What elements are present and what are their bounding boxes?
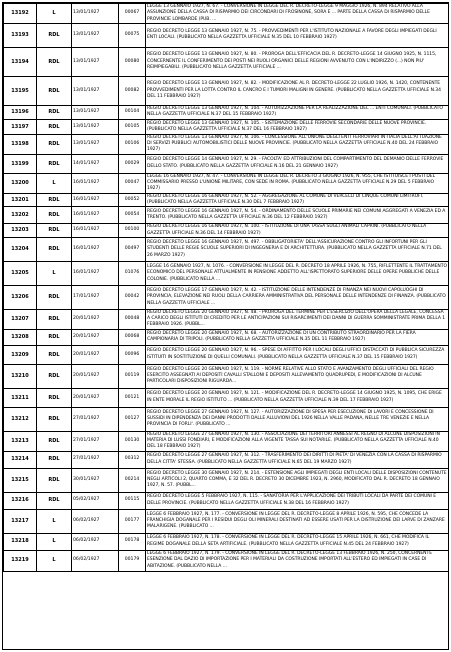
table-row <box>4 193 449 207</box>
record-id-cell: 13208 <box>4 329 37 345</box>
record-id-cell: 13203 <box>4 224 37 238</box>
act-type-cell: RDL <box>37 309 72 329</box>
table-row <box>4 388 449 407</box>
act-number-cell: 00075 <box>119 23 146 47</box>
record-id-cell: 13211 <box>4 388 37 407</box>
act-type-cell: RDL <box>37 134 72 154</box>
act-date-cell: 20/01/1927 <box>72 388 119 407</box>
act-date-cell: 20/01/1927 <box>72 329 119 345</box>
record-id-cell: 13215 <box>4 468 37 492</box>
record-id-cell: 13212 <box>4 407 37 431</box>
act-date-cell: 13/01/1927 <box>72 134 119 154</box>
act-description-cell: REGIO DECRETO LEGGE 16 GENNAIO 1927, N. 497. - OBBLIGATORIETA' DELL'ASSICURAZIONE CONTRO GLI INFORTUNI PER GLI STUDENTI DELLE REGIE SCUOLE SUPERIORI DI INGEGNERIA E DI ARCHITETTURA. (PUBBLICATO NELLA GAZZETTA UFFICIALE N.71 DEL 26 MARZO 1927) <box>146 237 449 261</box>
act-type-cell: RDL <box>37 23 72 47</box>
table-row <box>4 468 449 492</box>
act-type-cell: RDL <box>37 193 72 207</box>
act-date-cell: 13/01/1927 <box>72 4 119 24</box>
act-date-cell: 16/01/1927 <box>72 237 119 261</box>
table-row <box>4 364 449 388</box>
act-number-cell: 00105 <box>119 119 146 134</box>
act-date-cell: 20/01/1927 <box>72 345 119 364</box>
act-date-cell: 13/01/1927 <box>72 76 119 105</box>
act-date-cell: 06/02/1927 <box>72 509 119 533</box>
record-id-cell: 13214 <box>4 451 37 468</box>
act-date-cell: 27/01/1927 <box>72 451 119 468</box>
table-row <box>4 224 449 238</box>
act-date-cell: 17/01/1927 <box>72 285 119 309</box>
act-date-cell: 20/01/1927 <box>72 309 119 329</box>
act-date-cell: 13/01/1927 <box>72 47 119 76</box>
act-description-cell: REGIO DECRETO LEGGE 27 GENNAIO 1927, N. 312. - TRASFERIMENTO DEI DIRITTI DI PIETA' DI VENEZIA CON LA CASSA DI RISPARMIO DELLA CITTA' STESSA. (PUBBLICATO NELLA GAZZETTA UFFICIALE N.65 DEL 19 MARZO 1927) <box>146 451 449 468</box>
record-id-cell: 13194 <box>4 47 37 76</box>
act-number-cell: 00052 <box>119 193 146 207</box>
act-date-cell: 05/02/1927 <box>72 492 119 509</box>
act-type-cell: L <box>37 550 72 571</box>
table-row <box>4 285 449 309</box>
table-row <box>4 451 449 468</box>
act-number-cell: 00177 <box>119 509 146 533</box>
act-description-cell: LEGGE 16 GENNAIO 1927, N. 1076. - CONVERSIONE IN LEGGE DEL R. DECRETO 18 APRILE 1926, N. 755, RIFLETTENTE IL TRATTAMENTO ECONOMICO DEL PERSONALE ATTUALMENTE IN PENSIONE ADDETTO ALL'ISPETTORATO SUPERIORE DELLE OPERE PUBBLICHE DELLE COLONIE. (PUBBLICATO NELLA ... <box>146 261 449 285</box>
act-number-cell: 00080 <box>119 47 146 76</box>
table-row <box>4 309 449 329</box>
table-row <box>4 76 449 105</box>
act-description-cell: LEGGE 6 FEBBRAIO 1927, N. 178. - CONVERSIONE IN LEGGE DEL R. DECRETO-LEGGE 15 APRILE 1926, N. 661, CHE MODIFICA IL REGIME DOGANALE DELLA SETA ARTIFICIALE. (PUBBLICATO NELLA GAZZETTA UFFICIALE N.45 DEL 24 FEBBRAIO 1927) <box>146 533 449 550</box>
record-id-cell: 13196 <box>4 105 37 119</box>
act-date-cell: 06/02/1927 <box>72 533 119 550</box>
act-description-cell: REGIO DECRETO LEGGE 16 GENNAIO 1927, N. 52. - AGGREGAZIONE AL COMUNE DI VERCELLI DI CINQUE COMUNI LIMITROFI. (PUBBLICATO NELLA GAZZETTA UFFICIALE N.30 DEL 7 FEBBRAIO 1927) <box>146 193 449 207</box>
act-description-cell: REGIO DECRETO LEGGE 13 GENNAIO 1927, N. 106. - CONCESSIONE ALL'UNIONE DEGLI ENTI FERROVIARI IN ITALIA DELL'ATTUAZIONE DI SERVIZI PUBBLICI AUTOMOBILISTICI DELLE NUOVE PROVINCIE. (PUBBLICATO NELLA GAZZETTA UFFICIALE N.40 DEL 24 FEBBRAIO 1927) <box>146 134 449 154</box>
act-number-cell: 00106 <box>119 134 146 154</box>
act-description-cell: REGIO DECRETO LEGGE 20 GENNAIO 1927, N. 48. - PROROGA DEL TERMINE PER L'ESERCIZIO DELL'OPERA DELLA LEGALE, CONCESSA A CARICO DEGLI ISTITUTI DI CREDITO PER LE ANTICIPAZIONI SUI RISARCIMENTI DEI DANNI DI GUERRA SOMMINISTRATE PRIMA DELLA 1 FEBBRAIO 1926. (PUBBL... <box>146 309 449 329</box>
act-number-cell: 00042 <box>119 285 146 309</box>
act-date-cell: 06/02/1927 <box>72 550 119 571</box>
act-type-cell: RDL <box>37 468 72 492</box>
record-id-cell: 13219 <box>4 550 37 571</box>
table-row <box>4 47 449 76</box>
act-date-cell: 16/01/1927 <box>72 207 119 224</box>
act-description-cell: REGIO DECRETO LEGGE 14 GENNAIO 1927, N. 29. - FACOLTA' ED ATTRIBUZIONI DEL COMPARTIMENTO DEL DEMANIO DELLE FERROVIE DELLO STATO. (PUBBLICATO NELLA GAZZETTA UFFICIALE N.16 DEL 21 GENNAIO 1927) <box>146 154 449 173</box>
record-id-cell: 13207 <box>4 309 37 329</box>
act-number-cell: 00121 <box>119 388 146 407</box>
act-number-cell: 00067 <box>119 4 146 24</box>
table-row <box>4 329 449 345</box>
act-type-cell: RDL <box>37 345 72 364</box>
act-number-cell: 00497 <box>119 237 146 261</box>
act-type-cell: RDL <box>37 492 72 509</box>
act-number-cell: 00054 <box>119 207 146 224</box>
record-id-cell: 13217 <box>4 509 37 533</box>
table-row <box>4 407 449 431</box>
record-id-cell: 13206 <box>4 285 37 309</box>
record-id-cell: 13205 <box>4 261 37 285</box>
act-description-cell: REGIO DECRETO LEGGE 27 GENNAIO 1927, N. 127. - AUTORIZZAZIONE DI SPESA PER ESECUZIONE DI LAVORI E CONCESSIONE DI SUSSIDI IN DIPENDENZA DEI DANNI PRODOTTI DALLE ALLUVIONI DEL 1926 NELLA VALLE PADANA, NELLE TRE VENEZIE E NELLA PROVINCIA DI FORLI'. (PUBBLICATO ... <box>146 407 449 431</box>
act-description-cell: REGIO DECRETO LEGGE 20 GENNAIO 1927, N. 96. - SPESE DI AFFITTO PER I LOCALI DEGLI UFFICI DISTACCATI DI PUBBLICA SICUREZZA ISTITUITI IN SOSTITUZIONE DI QUELLI COMUNALI. (PUBBLICATO NELLA GAZZETTA UFFICIALE N.37 DEL 15 FEBBRAIO 1927) <box>146 345 449 364</box>
record-id-cell: 13199 <box>4 154 37 173</box>
table-row <box>4 509 449 533</box>
act-type-cell: L <box>37 173 72 193</box>
act-type-cell: RDL <box>37 224 72 238</box>
act-type-cell: RDL <box>37 237 72 261</box>
act-description-cell: REGIO DECRETO LEGGE 13 GENNAIO 1927, N. 75. - PROVVEDIMENTI PER L'ISTITUTO NAZIONALE A FAVORE DEGLI IMPIEGATI DEGLI ENTI LOCALI. (PUBBLICATO NELLA GAZZETTA UFFICIALE N.35 DEL 10 FEBBRAIO 1927) <box>146 23 449 47</box>
table-row <box>4 261 449 285</box>
record-id-cell: 13204 <box>4 237 37 261</box>
record-id-cell: 13192 <box>4 4 37 24</box>
act-type-cell: RDL <box>37 47 72 76</box>
act-type-cell: L <box>37 533 72 550</box>
table-row <box>4 23 449 47</box>
act-description-cell: REGIO DECRETO LEGGE 16 GENNAIO 1927, N. 54. - ORDINAMENTO DELLE SCUOLE PRIMARIE NEI COMUNI AGGREGATI A VENEZIA ED A TRENTO. (PUBBLICATO NELLA GAZZETTA UFFICIALE N.36 DEL 12 FEBBRAIO 1927) <box>146 207 449 224</box>
act-type-cell: RDL <box>37 364 72 388</box>
record-id-cell: 13195 <box>4 76 37 105</box>
record-id-cell: 13218 <box>4 533 37 550</box>
act-date-cell: 16/01/1927 <box>72 224 119 238</box>
act-description-cell: REGIO DECRETO LEGGE 13 GENNAIO 1927, N. 80. - PROROGA DELL'EFFICACIA DEL R. DECRETO-LEGGE 14 GIUGNO 1925, N. 1115, CONCERNENTE IL CONFERIMENTO DEI POSTI NEI RUOLI ORGANICI DELLE REGIONI AVVENUTO CON L'INDIRIZZO (...) NON PIU' REIMPIEGABILI. (PUBBLICATO NELLA GAZZETTA UFFICIALE ... <box>146 47 449 76</box>
act-date-cell: 16/01/1927 <box>72 173 119 193</box>
act-number-cell: 00312 <box>119 451 146 468</box>
act-description-cell: REGIO DECRETO LEGGE 16 GENNAIO 1927, N. 100. - ISTITUZIONE DI UNA TASSA SUGLI ANIMALI CAPRINI. (PUBBLICATO NELLA GAZZETTA UFFICIALE N.36 DEL 14 FEBBRAIO 1927) <box>146 224 449 238</box>
act-date-cell: 27/01/1927 <box>72 407 119 431</box>
act-date-cell: 14/01/1927 <box>72 154 119 173</box>
act-type-cell: L <box>37 261 72 285</box>
act-type-cell: L <box>37 509 72 533</box>
act-description-cell: REGIO DECRETO LEGGE 20 GENNAIO 1927, N. 68. - AUTORIZZAZIONE DI UN CONTRIBUTO STRAORDINARIO PER LA FIERA CAMPIONARIA DI TRIPOLI. (PUBBLICATO NELLA GAZZETTA UFFICIALE N.35 DEL 11 FEBBRAIO 1927) <box>146 329 449 345</box>
table-row <box>4 4 449 24</box>
act-date-cell: 16/01/1927 <box>72 193 119 207</box>
act-number-cell: 00179 <box>119 550 146 571</box>
record-id-cell: 13201 <box>4 193 37 207</box>
act-description-cell: REGIO DECRETO LEGGE 5 FEBBRAIO 1927, N. 115. - SANATORIA PER L'APPLICAZIONE DEI TRIBUTI LOCALI DA PARTE DEI COMUNI E DELLE PROVINCIE. (PUBBLICATO NELLA GAZZETTA UFFICIALE N.38 DEL 16 FEBBRAIO 1927) <box>146 492 449 509</box>
act-number-cell: 00082 <box>119 76 146 105</box>
record-id-cell: 13198 <box>4 134 37 154</box>
record-id-cell: 13210 <box>4 364 37 388</box>
act-number-cell: 00104 <box>119 105 146 119</box>
act-number-cell: 00048 <box>119 309 146 329</box>
record-id-cell: 13197 <box>4 119 37 134</box>
table-row <box>4 173 449 193</box>
record-id-cell: 13209 <box>4 345 37 364</box>
record-id-cell: 13200 <box>4 173 37 193</box>
act-number-cell: 00178 <box>119 533 146 550</box>
act-date-cell: 13/01/1927 <box>72 105 119 119</box>
act-date-cell: 30/01/1927 <box>72 468 119 492</box>
act-description-cell: REGIO DECRETO LEGGE 20 GENNAIO 1927, N. 121. - MODIFICAZIONE DEL R. DECRETO-LEGGE 14 GIUGNO 1925, N. 1095, CHE ERIGE IN ENTE MORALE IL REGIO ISTITUTO ... (PUBBLICATO NELLA GAZZETTA UFFICIALE N.39 DEL 17 FEBBRAIO 1927) <box>146 388 449 407</box>
act-type-cell: RDL <box>37 76 72 105</box>
act-description-cell: REGIO DECRETO LEGGE 13 GENNAIO 1927, N. 104. - AUTORIZZAZIONE PER LA REALIZZAZIONE DEL ... ENTI COMUNALI. (PUBBLICATO NELLA GAZZETTA UFFICIALE N.37 DEL 15 FEBBRAIO 1927) <box>146 105 449 119</box>
act-number-cell: 00029 <box>119 154 146 173</box>
table-row <box>4 105 449 119</box>
act-number-cell: 00100 <box>119 224 146 238</box>
record-id-cell: 13216 <box>4 492 37 509</box>
act-type-cell: RDL <box>37 105 72 119</box>
act-type-cell: RDL <box>37 388 72 407</box>
act-number-cell: 01076 <box>119 261 146 285</box>
act-number-cell: 00047 <box>119 173 146 193</box>
act-number-cell: 00096 <box>119 345 146 364</box>
act-description-cell: LEGGE 6 FEBBRAIO 1927, N. 179. - CONVERSIONE IN LEGGE DEL R. DECRETO-LEGGE 13 FEBBRAIO 1926, N. 250, CONCERNENTE ESENZIONE DAL DAZIO DI IMPORTAZIONE PER I MATERIALI DA COSTRUZIONE IMPORTATI ALL'ESTERO ED IMPIEGATI IN CASE DI ABITAZIONE. (PUBBLICATO NELLA ... <box>146 550 449 571</box>
record-id-cell: 13213 <box>4 431 37 451</box>
table-row <box>4 492 449 509</box>
act-number-cell: 00119 <box>119 364 146 388</box>
act-type-cell: RDL <box>37 207 72 224</box>
act-date-cell: 16/01/1927 <box>72 261 119 285</box>
table-row <box>4 237 449 261</box>
act-description-cell: REGIO DECRETO LEGGE 13 GENNAIO 1927, N. 82. - MODIFICAZIONE AL R. DECRETO-LEGGE 22 LUGLIO 1926, N. 1420, CONTENENTE PROVVEDIMENTI PER LA LOTTA CONTRO IL CANCRO E I TUMORI MALIGNI IN GENERE. (PUBBLICATO NELLA GAZZETTA UFFICIALE N.34 DEL 11 FEBBRAIO 1927) <box>146 76 449 105</box>
record-id-cell: 13202 <box>4 207 37 224</box>
table-row <box>4 119 449 134</box>
act-number-cell: 00127 <box>119 407 146 431</box>
table-row <box>4 154 449 173</box>
act-number-cell: 00068 <box>119 329 146 345</box>
act-number-cell: 00130 <box>119 431 146 451</box>
act-description-cell: LEGGE 16 GENNAIO 1927, N. 47. - CONVERSIONE IN LEGGE DEL R. DECRETO 3 GIUGNO 1926, N. 955, CHE ISTITUISCE I POSTI DEL COMMISSARIO PRESSO L'UNIONE MILITARE, CON SEDE IN ROMA. (PUBBLICATO NELLA GAZZETTA UFFICIALE N.29 DEL 5 FEBBRAIO 1927) <box>146 173 449 193</box>
act-description-cell: REGIO DECRETO LEGGE 20 GENNAIO 1927, N. 119. - NORME RELATIVE ALLO STATO E AVANZAMENTO DEGLI UFFICIALI DEL REGIO ESERCITO ASSEGNATI AI DEPOSITI CAVALLI STALLONI E DEPOSITI ALLEVAMENTO QUADRUPEDI, E MODIFICAZIONI DI ALCUNE PARTICOLARI DISPOSIZIONI RIGUARDA... <box>146 364 449 388</box>
act-type-cell: RDL <box>37 154 72 173</box>
act-date-cell: 27/01/1927 <box>72 431 119 451</box>
legislation-table-body <box>4 4 449 572</box>
act-number-cell: 00214 <box>119 468 146 492</box>
act-date-cell: 20/01/1927 <box>72 364 119 388</box>
act-description-cell: REGIO DECRETO LEGGE 27 GENNAIO 1927, N. 130. - ASSOCIAZIONE DEI TERRITORI ANNESSI AL REGNO DI ALCUNE DISPOSIZIONI IN MATERIA DI LUSSI FONDIARI, E MODIFICAZIONI ALLA VIGENTE TASSA SUI NOTARILE. (PUBBLICATO NELLA GAZZETTA UFFICIALE N.40 DEL 18 FEBBRAIO 1927) <box>146 431 449 451</box>
table-row <box>4 533 449 550</box>
record-id-cell: 13193 <box>4 23 37 47</box>
table-row <box>4 134 449 154</box>
act-type-cell: RDL <box>37 285 72 309</box>
act-type-cell: RDL <box>37 329 72 345</box>
table-row <box>4 431 449 451</box>
table-row <box>4 345 449 364</box>
act-type-cell: RDL <box>37 451 72 468</box>
table-row <box>4 550 449 571</box>
act-description-cell: REGIO DECRETO LEGGE 17 GENNAIO 1927, N. 42. - ISTITUZIONE DELLE INTENDENZE DI FINANZA NEI NUOVI CAPOLUOGHI DI PROVINCIA, ELEVAZIONE NEI RUOLI DELLA CARRIERA AMMINISTRATIVA DEL PERSONALE DELLE INTENDENZE DI FINANZA. (PUBBLICATO NELLA GAZZETTA UFFICIALE ... <box>146 285 449 309</box>
act-date-cell: 13/01/1927 <box>72 23 119 47</box>
table-row <box>4 207 449 224</box>
act-date-cell: 13/01/1927 <box>72 119 119 134</box>
act-number-cell: 00115 <box>119 492 146 509</box>
act-type-cell: RDL <box>37 407 72 431</box>
act-description-cell: LEGGE 6 FEBBRAIO 1927, N. 177. - CONVERSIONE IN LEGGE DEL R. DECRETO-LEGGE 8 APRILE 1926, N. 595, CHE CONCEDE LA FRANCHIGIA DOGANALE PER I RESIDUI DEGLI OLI MINERALI DESTINATI AD ESSERE USATI PER LA DISTRUZIONE DEI LARVE DI ZANZARE MALARIGENE. (PUBBLICATO ... <box>146 509 449 533</box>
act-description-cell: REGIO DECRETO LEGGE 30 GENNAIO 1927, N. 214. - ESTENSIONE AGLI IMPIEGATI DEGLI ENTI LOCALI DELLE DISPOSIZIONI CONTENUTE NEGLI ARTICOLI 2, QUARTO COMMA, E 32 DEL R. DECRETO 30 DICEMBRE 1923, N. 2960, MODIFICATO DAL R. DECRETO 18 GENNAIO 1927, N. 57. (PUBBL... <box>146 468 449 492</box>
legislation-table <box>3 3 449 572</box>
legislation-register-sheet <box>2 2 449 650</box>
act-type-cell: RDL <box>37 431 72 451</box>
act-description-cell: REGIO DECRETO LEGGE 13 GENNAIO 1927, N. 105. - SISTEMAZIONE DELLE FERROVIE SECONDARIE DELLE NUOVE PROVINCIE. (PUBBLICATO NELLA GAZZETTA UFFICIALE N.37 DEL 16 FEBBRAIO 1927) <box>146 119 449 134</box>
act-description-cell: LEGGE 13 GENNAIO 1927, N. 67. - CONVERSIONE IN LEGGE DEL R. DECRETO-LEGGE 9 MAGGIO 1926, N. 894 RELATIVO ALLA ASSUNZIONE DELLA CASSA DI RISPARMIO DEI CIRCONDARI DI FROSINONE, SORA E ... PARTE DELLA CASSA DI RISPARMIO DELLE PROVINCIE LOMBARDE (PUB. ... <box>146 4 449 24</box>
act-type-cell: RDL <box>37 119 72 134</box>
act-type-cell: L <box>37 4 72 24</box>
